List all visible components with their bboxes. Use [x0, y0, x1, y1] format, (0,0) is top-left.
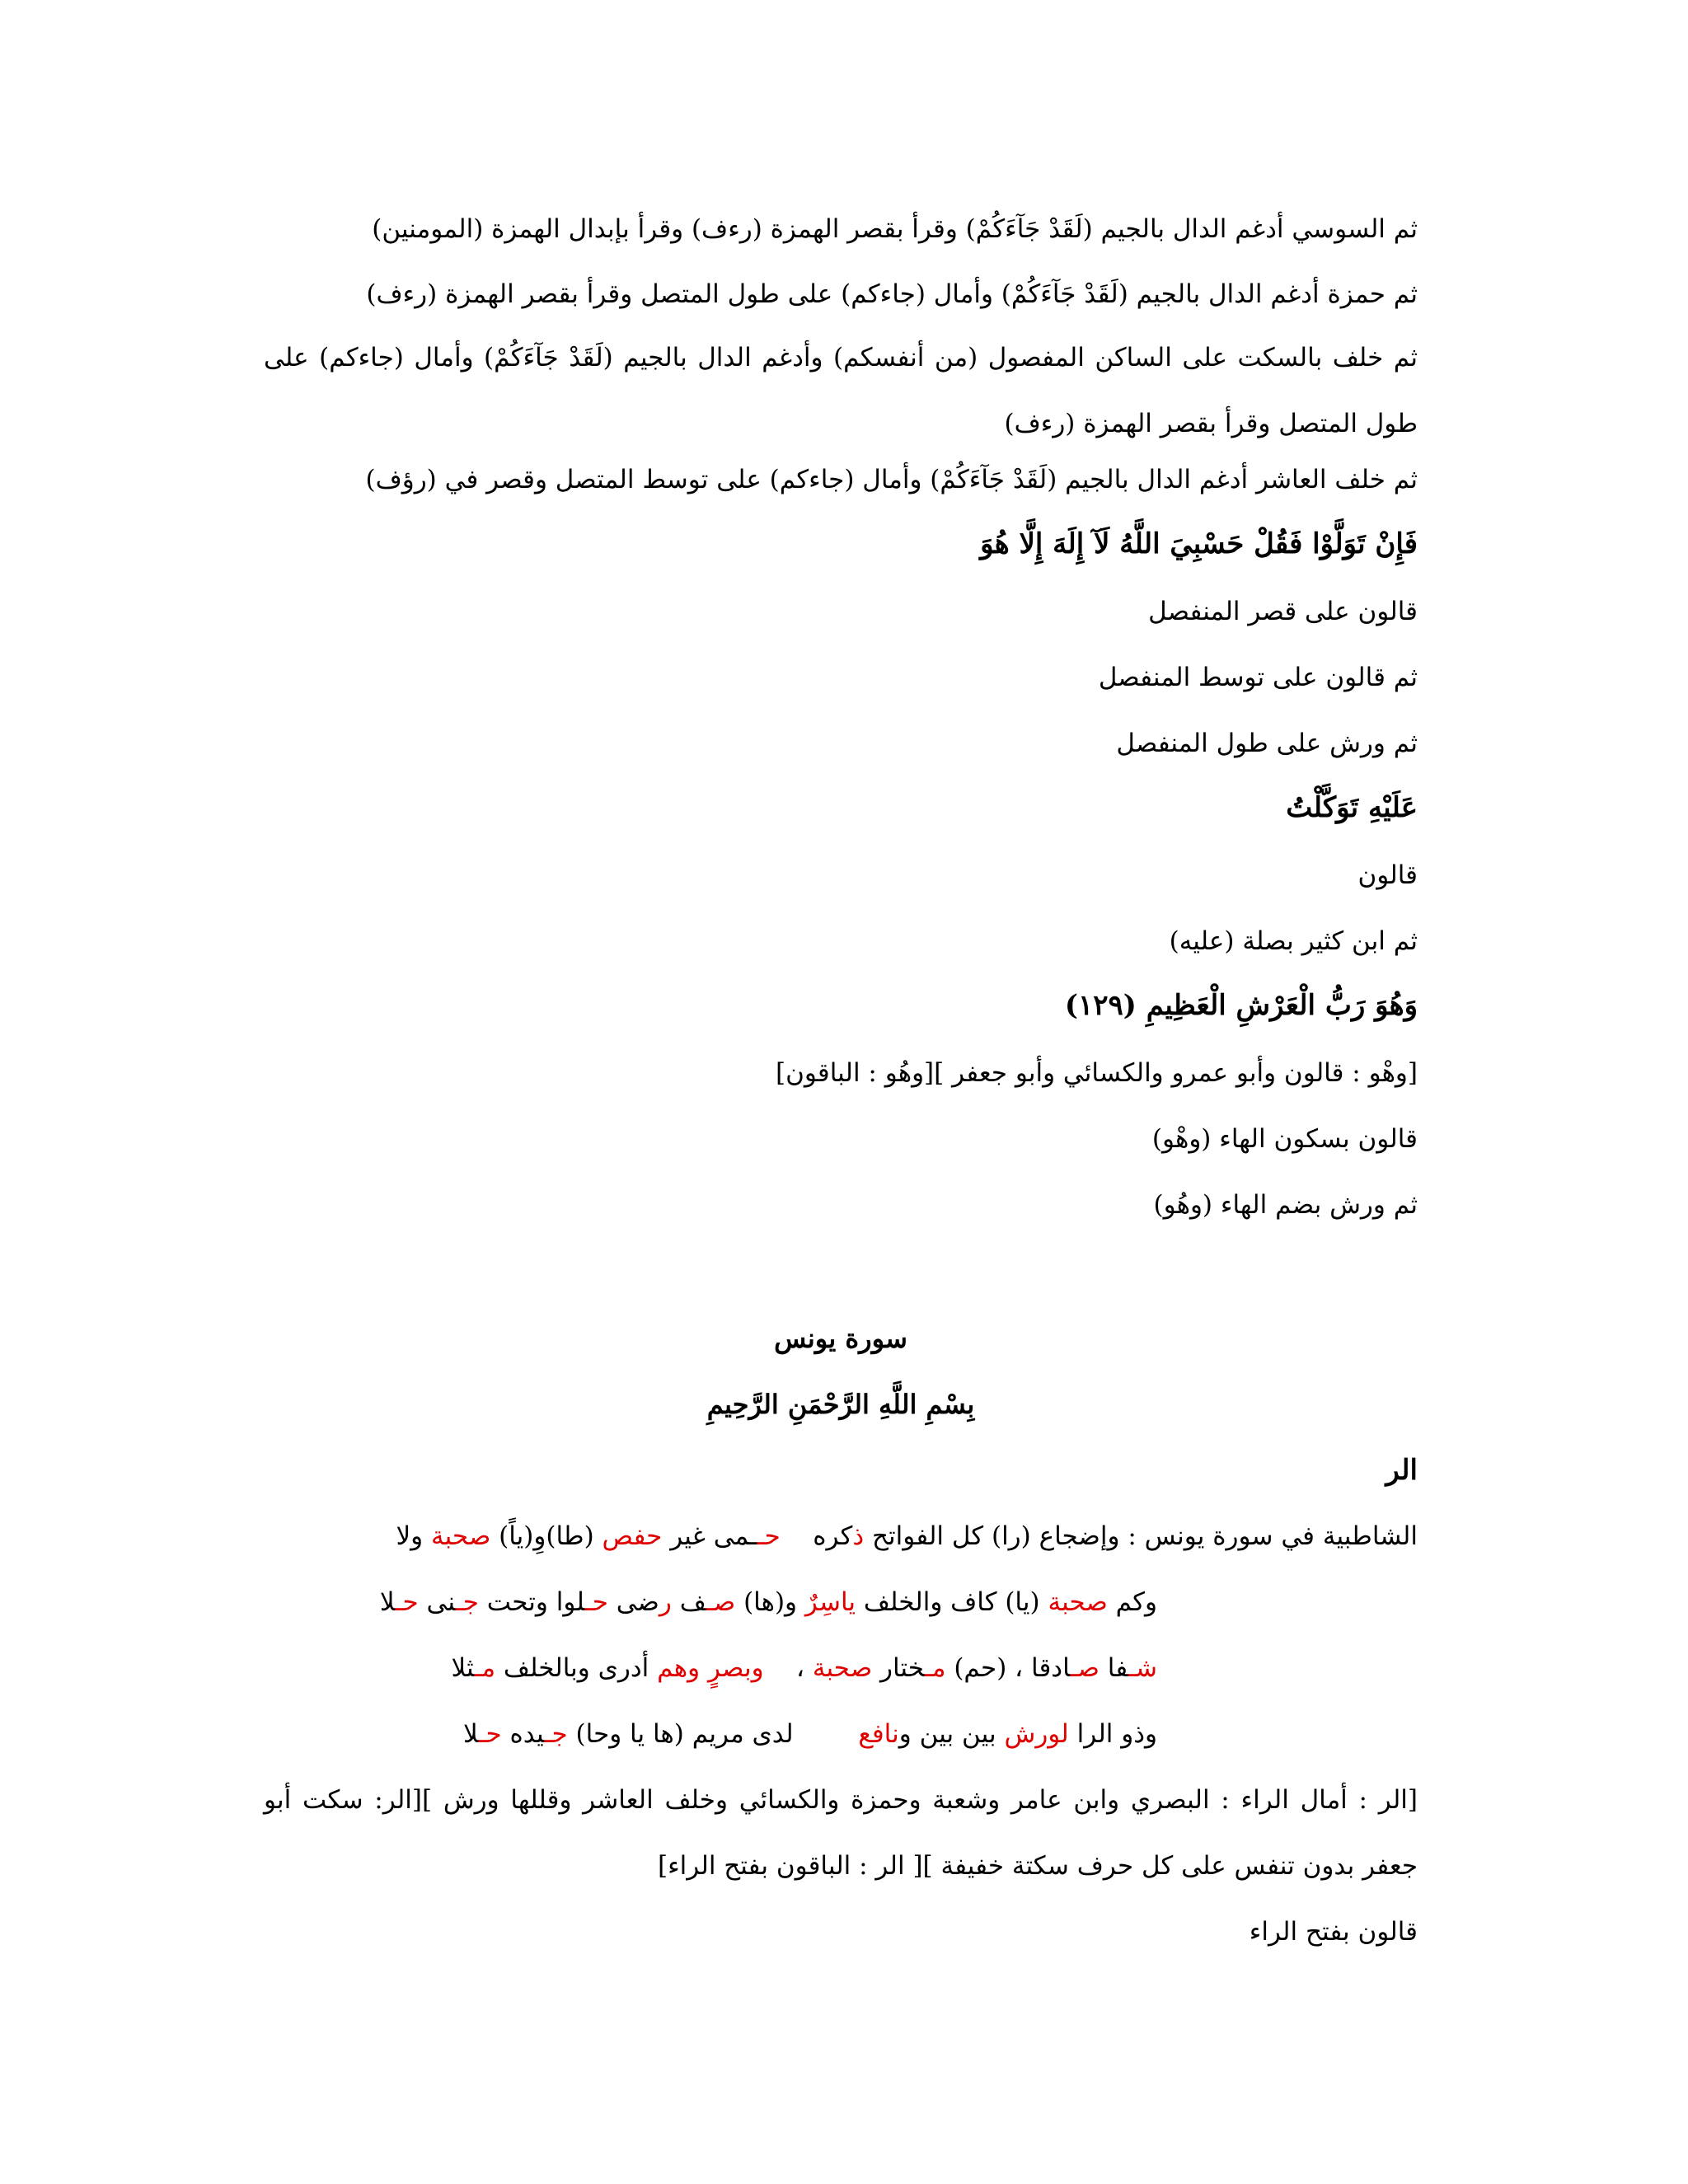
text-segment — [700, 1653, 708, 1683]
text-line: ثم ورش على طول المنفصل — [1116, 729, 1418, 758]
shatibiya-line-1 — [396, 1520, 1418, 1553]
text-segment: نى — [418, 1587, 456, 1617]
highlight-segment: ذ — [852, 1521, 865, 1551]
shatibiya-line-2 — [380, 1586, 1157, 1619]
highlight-segment: صحبة — [812, 1653, 873, 1683]
shatibiya-line-3 — [452, 1652, 1157, 1685]
text-segment: (يا) كاف والخلف — [856, 1587, 1048, 1617]
highlight-segment: ر — [659, 1587, 672, 1617]
text-segment: يده — [501, 1719, 545, 1749]
highlight-segment: جـ — [455, 1587, 479, 1617]
text-line: ثم ورش بضم الهاء (وهُو) — [1153, 1190, 1418, 1220]
text-segment: ـمى غير — [662, 1521, 757, 1551]
text-segment: لدى مريم (ها يا وحا) — [567, 1719, 859, 1749]
text-segment: بين بين — [911, 1719, 1005, 1749]
text-line: ثم حمزة أدغم الدال بالجيم (لَقَدْ جَآءَكُمْ) وأمال (جاءكم) على طول المتصل وقرأ بقصر الهمزة (رءف) — [366, 279, 1418, 309]
highlight-segment: صـ — [1070, 1653, 1100, 1683]
text-segment: ف — [671, 1587, 706, 1617]
verse-line: وَهُوَ رَبُّ الْعَرْشِ الْعَظِيمِ (١٢٩) — [1064, 989, 1418, 1022]
highlight-segment: صـ — [706, 1587, 736, 1617]
text-segment: ادقا ، (حم) — [945, 1653, 1071, 1683]
basmala: بِسْمِ اللَّهِ الرَّحْمَنِ الرَّحِيمِ — [706, 1389, 975, 1420]
text-line: قالون بسكون الهاء (وهْو) — [1151, 1124, 1418, 1154]
shatibiya-line-4 — [463, 1718, 1157, 1750]
text-line: ثم ابن كثير بصلة (عليه) — [1169, 926, 1418, 956]
highlight-segment: ياسِرٌ — [804, 1587, 856, 1617]
highlight-segment: حـ — [478, 1719, 502, 1749]
highlight-segment: جـ — [544, 1719, 568, 1749]
highlight-segment: وهم — [657, 1653, 701, 1683]
text-segment: ، — [763, 1653, 813, 1683]
text-segment: ضى — [607, 1587, 659, 1617]
text-segment: و — [898, 1719, 912, 1749]
text-line: ثم خلف العاشر أدغم الدال بالجيم (لَقَدْ جَآءَكُمْ) وأمال (جاءكم) على توسط المتصل وقصر في (رؤف) — [365, 465, 1418, 494]
text-segment: ولا — [396, 1521, 431, 1551]
highlight-segment: مـ — [924, 1653, 946, 1683]
text-segment: الشاطبية في سورة يونس : وإضجاع (را) كل الفواتح — [864, 1521, 1418, 1551]
section-heading: الر — [1386, 1454, 1418, 1487]
text-segment: كره — [780, 1521, 853, 1551]
highlight-segment: صحبة — [1048, 1587, 1108, 1617]
highlight-segment: حـ — [757, 1521, 781, 1551]
notes-paragraph: [الر : أمال الراء : البصري وابن عامر وشعبة وحمزة والكسائي وخلف العاشر وقللها ورش ][الر: سكت أبو جعفر بدون تنفس على كل حرف سكتة خفيفة ][ الر : الباقون بفتح الراء] — [264, 1785, 1418, 1881]
highlight-segment: لورش — [1004, 1719, 1069, 1749]
surah-title: سورة يونس — [774, 1323, 907, 1354]
text-line: قالون بفتح الراء — [1249, 1917, 1418, 1947]
text-segment: (طا)وِ(ياً) — [490, 1521, 603, 1551]
highlight-segment: حـ — [584, 1587, 608, 1617]
text-segment: ثلا — [451, 1653, 475, 1683]
text-segment: وذو الرا — [1068, 1719, 1157, 1749]
text-segment: أدرى وبالخلف — [495, 1653, 658, 1683]
highlight-segment: مـ — [474, 1653, 496, 1683]
text-segment: لا — [462, 1719, 479, 1749]
text-segment: و(ها) — [735, 1587, 805, 1617]
highlight-segment: شـ — [1128, 1653, 1157, 1683]
text-segment: لوا وتحت — [478, 1587, 585, 1617]
highlight-segment: صحبة — [430, 1521, 491, 1551]
highlight-segment: حفص — [602, 1521, 663, 1551]
verse-line: عَلَيْهِ تَوَكَّلْتُ — [1286, 791, 1418, 824]
text-line: ثم السوسي أدغم الدال بالجيم (لَقَدْ جَآءَكُمْ) وقرأ بقصر الهمزة (رءف) وقرأ بإبدال الهمزة (المومنين) — [372, 214, 1418, 244]
highlight-segment: وبصرٍ — [707, 1653, 764, 1683]
text-line: [وهْو : قالون وأبو عمرو والكسائي وأبو جعفر ][وهُو : الباقون] — [776, 1058, 1418, 1088]
verse-line: فَإِنْ تَوَلَّوْا فَقُلْ حَسْبِيَ اللَّهُ لَآ إِلَهَ إِلَّا هُوَ — [980, 527, 1418, 560]
text-line: قالون — [1357, 860, 1418, 890]
text-segment: ختار — [872, 1653, 925, 1683]
text-segment: فا — [1099, 1653, 1128, 1683]
text-segment: لا — [379, 1587, 396, 1617]
text-segment: وكم — [1107, 1587, 1157, 1617]
text-paragraph: ثم خلف بالسكت على الساكن المفصول (من أنفسكم) وأدغم الدال بالجيم (لَقَدْ جَآءَكُمْ) وأمال (جاءكم) على طول المتصل وقرأ بقصر الهمزة (رءف) — [264, 343, 1418, 438]
highlight-segment: نافع — [858, 1719, 899, 1749]
highlight-segment: حـ — [395, 1587, 419, 1617]
text-line: قالون على قصر المنفصل — [1148, 597, 1418, 626]
text-line: ثم قالون على توسط المنفصل — [1098, 663, 1418, 692]
